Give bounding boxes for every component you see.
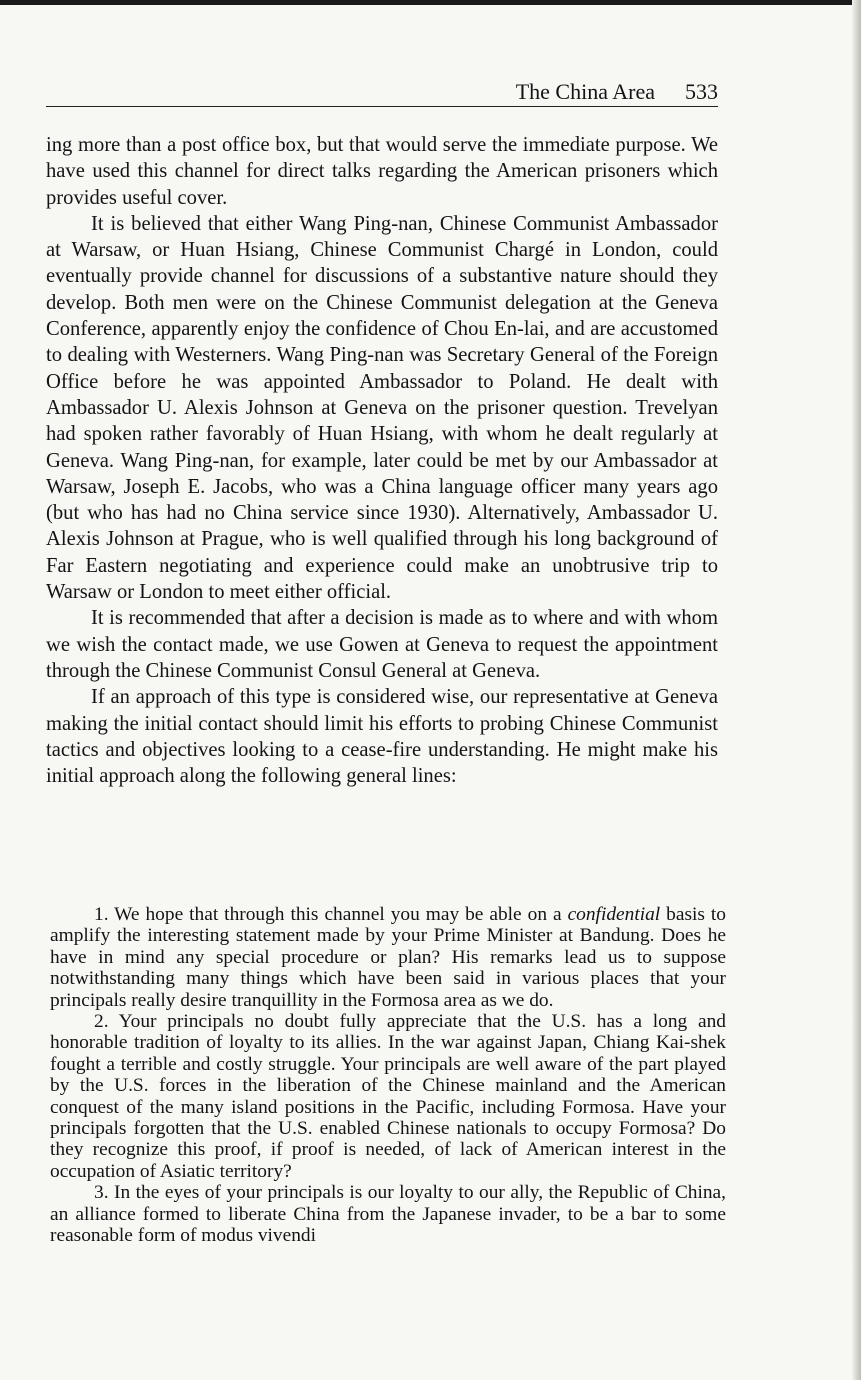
extract-item-2: 2. Your principals no doubt fully appreciate that the U.S. has a long and honorable tradition of loyalty to its allies. In the war against Japan, Chiang Kai-shek fought a terrible and costly struggle. Your principals are well aware of the part played by the U.S. forces in the liberation of the Chinese mainland and the American conquest of the many island positions in the Pacific, including Formosa. Have your principals forgotten that the U.S. enabled Chinese nationals to occupy Formosa? Do they recognize this proof, if proof is needed, of lack of American interest in the occupation of Asiatic territory? <box>50 1011 726 1182</box>
paragraph: If an approach of this type is considered wise, our representative at Geneva making the initial contact should limit his efforts to probing Chinese Communist tactics and objectives looking to a cease-fire understanding. He might make his initial approach along the following general lines: <box>46 686 718 788</box>
extract-item-1-text-cont: basis to amplify the interesting statement made by your Prime Minister at Bandung. Does he have in mind any special procedure or plan? His remarks lead us to suppose notwithstanding many things which have been said in various places that your principals really desire tranquillity in the Formosa area as we do. <box>50 904 726 1011</box>
quoted-extract <box>50 904 726 1247</box>
body-text <box>46 132 718 789</box>
header-rule <box>46 106 718 107</box>
extract-item-1-text: 1. We hope that through this channel you may be able on a <box>94 904 568 925</box>
scan-page-edge <box>852 0 861 1380</box>
paragraph: It is recommended that after a decision is made as to where and with whom we wish the contact made, we use Gowen at Geneva to request the appointment through the Chinese Communist Consul General at Geneva. <box>46 607 718 682</box>
paragraph: It is believed that either Wang Ping-nan, Chinese Communist Ambassador at Warsaw, or Huan Hsiang, Chinese Communist Chargé in London, could eventually provide channel for discussions of a substantive nature should they develop. Both men were on the Chinese Communist delegation at the Geneva Conference, apparently enjoy the confidence of Chou En-lai, and are accustomed to dealing with Westerners. Wang Ping-nan was Secretary General of the Foreign Office before he was appointed Ambassador to Poland. He dealt with Ambassador U. Alexis Johnson at Geneva on the prisoner question. Trevelyan had spoken rather favorably of Huan Hsiang, with whom he dealt regularly at Geneva. Wang Ping-nan, for example, later could be met by our Ambassador at Warsaw, Joseph E. Jacobs, who was a China language officer many years ago (but who has had no China service since 1930). Alternatively, Ambassador U. Alexis Johnson at Prague, who is well qualified through his long background of Far Eastern negotiating and experience could make an unobtrusive trip to Warsaw or London to meet either official. <box>46 212 718 604</box>
extract-item-1 <box>50 904 726 1011</box>
running-head <box>46 78 718 106</box>
extract-item-3: 3. In the eyes of your principals is our loyalty to our ally, the Republic of China, an alliance formed to liberate China from the Japanese invader, to be a bar to some reasonable form of modus vivendi <box>50 1182 726 1247</box>
paragraph: ing more than a post office box, but that would serve the immediate purpose. We have used this channel for direct talks regarding the American prisoners which provides useful cover. <box>46 134 718 209</box>
page-number: 533 <box>685 79 718 104</box>
running-head-title: The China Area <box>515 79 655 104</box>
italic-term: confidential <box>567 904 661 925</box>
scan-top-border <box>0 0 861 5</box>
